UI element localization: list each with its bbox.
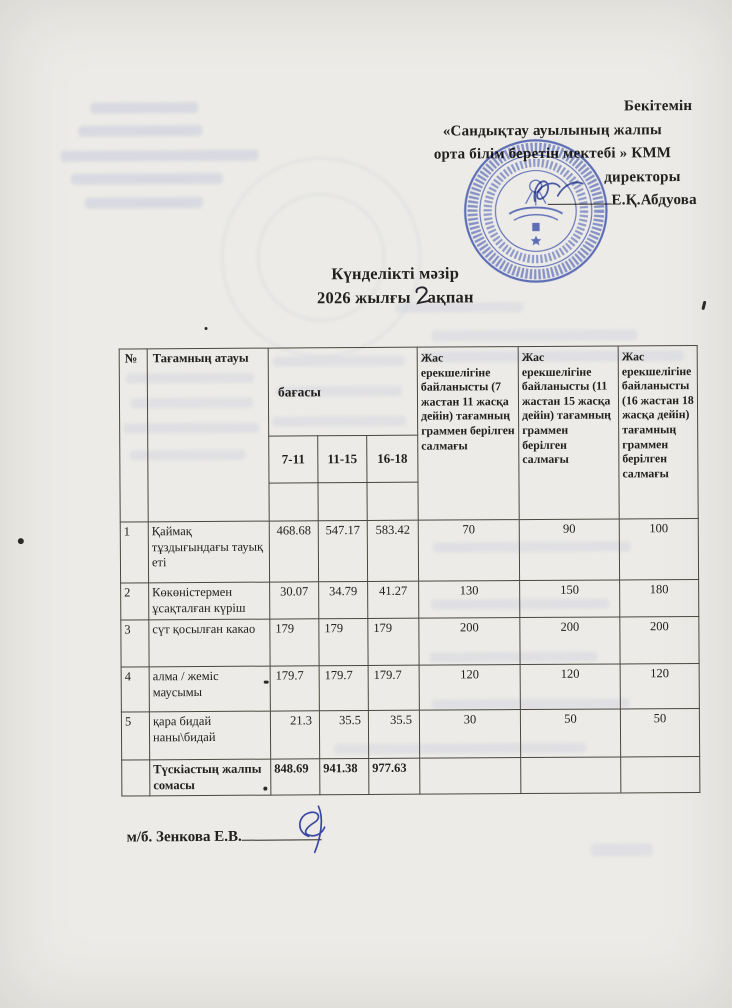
grams-7-11: 70	[418, 520, 519, 582]
price-16-18: 583.42	[367, 520, 418, 581]
bleedthrough-text	[432, 329, 638, 341]
dish-name: алма / жеміс маусымы	[149, 666, 270, 712]
col-header-age-16-18: Жас ерекшелігіне байланысты (16 жастан 18 жасқа дейін) тағамның граммен берілген салмағы	[618, 345, 698, 518]
ink-speck	[264, 681, 269, 684]
grams-7-11: 200	[419, 618, 520, 666]
ink-speck	[263, 787, 267, 791]
grams-16-18: 180	[620, 579, 699, 616]
grams-11-15: 200	[520, 617, 620, 665]
table-row	[121, 616, 699, 667]
total-grams-11-15	[521, 757, 621, 794]
bleedthrough-text	[78, 125, 202, 137]
approval-line: директоры	[604, 168, 681, 186]
approval-line: «Сандықтау ауылының жалпы	[442, 121, 662, 140]
row-num	[122, 760, 150, 796]
total-price-16-18: 977.63	[369, 758, 420, 794]
row-num: 2	[121, 583, 149, 620]
signer-name: м/б. Зенкова Е.В.	[126, 828, 242, 846]
total-price-11-15: 941.38	[320, 758, 369, 794]
table-row	[121, 579, 699, 620]
price-11-15: 547.17	[318, 520, 367, 581]
bleedthrough-text	[60, 150, 258, 162]
table-row	[120, 518, 698, 583]
total-row	[122, 756, 700, 796]
price-11-15: 179	[319, 618, 368, 665]
ink-speck	[18, 538, 24, 544]
grams-11-15: 90	[519, 519, 619, 581]
date-suffix: ақпан	[427, 287, 474, 307]
col-header-num: №	[119, 349, 148, 522]
grams-7-11: 120	[419, 665, 520, 711]
grams-11-15: 150	[520, 580, 620, 618]
price-16-18: 35.5	[368, 710, 419, 758]
grams-11-15: 120	[520, 664, 620, 710]
total-price-7-11: 848.69	[271, 759, 320, 795]
empty-header-cell	[318, 482, 367, 520]
col-header-price-7-11: 7-11	[269, 436, 318, 483]
col-header-price-11-15: 11-15	[318, 435, 367, 482]
approval-line: Бекітемін	[623, 98, 693, 115]
title-date-line	[247, 284, 543, 313]
price-7-11: 179	[270, 619, 319, 666]
price-16-18: 179	[368, 618, 419, 665]
price-11-15: 35.5	[319, 710, 368, 758]
handwritten-day-number	[413, 284, 431, 312]
price-7-11: 468.68	[269, 521, 318, 582]
price-7-11: 21.3	[270, 711, 319, 759]
table-row	[121, 663, 699, 712]
table-row	[121, 708, 699, 760]
total-grams-16-18	[621, 756, 700, 792]
price-7-11: 30.07	[270, 582, 319, 619]
price-7-11: 179.7	[270, 666, 319, 711]
grams-16-18: 120	[620, 663, 699, 708]
document-title	[247, 261, 543, 313]
price-11-15: 34.79	[319, 581, 368, 618]
dish-name: сүт қосылған какао	[149, 619, 270, 667]
col-header-dish: Тағамның атауы	[147, 348, 269, 522]
total-label: Түскіастың жалпы сомасы	[150, 759, 271, 796]
title-line: Күнделікті мәзір	[331, 263, 460, 284]
footer-signature-block	[127, 828, 322, 846]
bleedthrough-text	[90, 102, 198, 114]
row-num: 1	[120, 522, 148, 583]
date-prefix: 2026 жылғы	[316, 287, 411, 308]
total-grams-7-11	[420, 758, 521, 795]
handwritten-signature	[288, 802, 338, 856]
row-num: 5	[121, 712, 149, 760]
price-16-18: 41.27	[368, 581, 419, 618]
dish-name: қара бидай наны\бидай	[149, 711, 270, 760]
ink-speck	[701, 301, 706, 310]
menu-table	[119, 345, 701, 797]
grams-11-15: 50	[520, 709, 620, 758]
dish-name: Қаймақ тұздығындағы тауық еті	[148, 521, 269, 583]
ink-speck	[205, 327, 208, 330]
price-11-15: 179.7	[319, 665, 368, 710]
grams-7-11: 130	[419, 581, 520, 619]
price-16-18: 179.7	[368, 665, 419, 710]
bleedthrough-text	[591, 843, 653, 856]
director-name: Е.Қ.Абдуова	[611, 191, 697, 209]
bleedthrough-text	[71, 173, 223, 185]
empty-header-cell	[269, 483, 318, 521]
approval-line: орта білім беретін мектебі » КММ	[433, 145, 672, 163]
grams-16-18: 200	[620, 616, 699, 663]
col-header-price-16-18: 16-18	[367, 435, 418, 482]
grams-16-18: 50	[620, 708, 699, 756]
empty-header-cell	[367, 482, 418, 520]
col-header-price-group: бағасы	[268, 347, 418, 436]
col-header-age-11-15: Жас ерекшелігіне байланысты (11 жастан 15 жасқа дейін) тағамның граммен берілген салмағы	[518, 346, 619, 520]
grams-7-11: 30	[419, 710, 520, 759]
dish-name: Көкөністермен ұсақталған күріш	[149, 582, 270, 620]
row-num: 3	[121, 620, 149, 667]
bleedthrough-text	[85, 197, 203, 209]
row-num: 4	[121, 667, 149, 712]
col-header-age-7-11: Жас ерекшелігіне байланысты (7 жастан 11 жасқа дейін) тағамның граммен берілген салмағы	[417, 347, 519, 521]
grams-16-18: 100	[619, 518, 698, 579]
